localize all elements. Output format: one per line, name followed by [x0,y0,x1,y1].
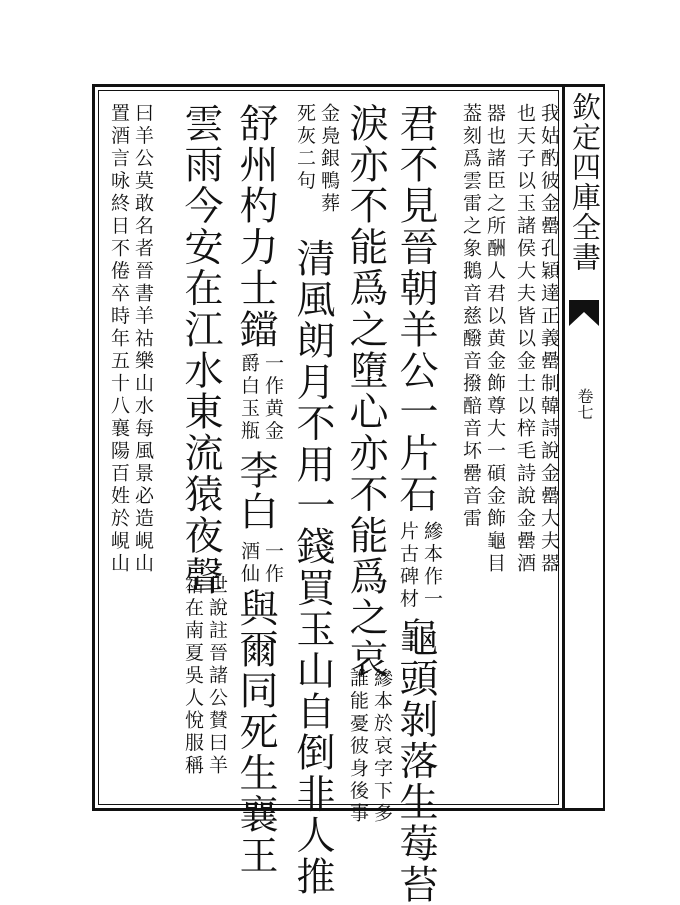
poem-text: 與爾同死生襄王 [233,588,278,877]
annotation-column: 酒仙 [238,541,260,586]
annotation-column: 爵白玉瓶 [238,353,260,443]
annotation-column: 器也諸臣之所酬人君以黄金飾尊大一碩金飾龜目 [484,103,506,576]
annotation-column: 一作黄金 [262,353,284,443]
poem-text: 君不見晉朝羊公一片石 [393,103,438,515]
annotation-column: 祜在南夏吳人悅服稱 [182,575,204,778]
poem-text: 清風朗月不用一錢買玉山自倒非人推 [290,238,335,898]
poem-text: 李白 [233,450,278,533]
annotation-column: 金鳧銀鴨葬 [318,103,340,216]
annotation-column: 縿本作一 [421,521,443,611]
annotation-column: 世說註晉諸公賛曰羊 [206,575,228,778]
annotation-column: 曰羊公莫敢名者晉書羊祜樂山水每風景必造峴山 [132,103,154,576]
annotation-column: 死灰二句 [294,103,316,193]
annotation-column: 置酒言咏終日不倦卒時年五十八襄陽百姓於峴山 [108,103,130,576]
fish-tail-mark-icon [569,300,599,326]
annotation-column: 也天子以玉諸侯大夫皆以金士以梓毛詩說金罍酒 [514,103,536,576]
annotation-column: 葢刻爲雲雷之象鵝音慈醱音撥醅音坏罍音雷 [460,103,482,531]
annotation-column: 我姑酌彼金罍孔穎達正義罍制韓詩說金罍大夫器 [538,103,560,576]
poem-text: 舒州杓力士鐺 [233,103,278,351]
volume-label: 卷七 [575,388,594,420]
poem-text: 龜頭剝落生莓苔 [393,617,438,905]
poem-text: 雲雨今安在江水東流猿夜聲 [178,103,223,598]
annotation-column: 誰能憂彼身後事 [347,668,369,826]
annotation-column: 縿本於哀字下多 [371,668,393,826]
book-title: 欽定四庫全書 [568,92,602,272]
annotation-column: 一作 [262,541,284,586]
poem-text: 淚亦不能爲之墮心亦不能爲之哀 [343,103,388,680]
annotation-column: 片古碑材 [397,521,419,611]
